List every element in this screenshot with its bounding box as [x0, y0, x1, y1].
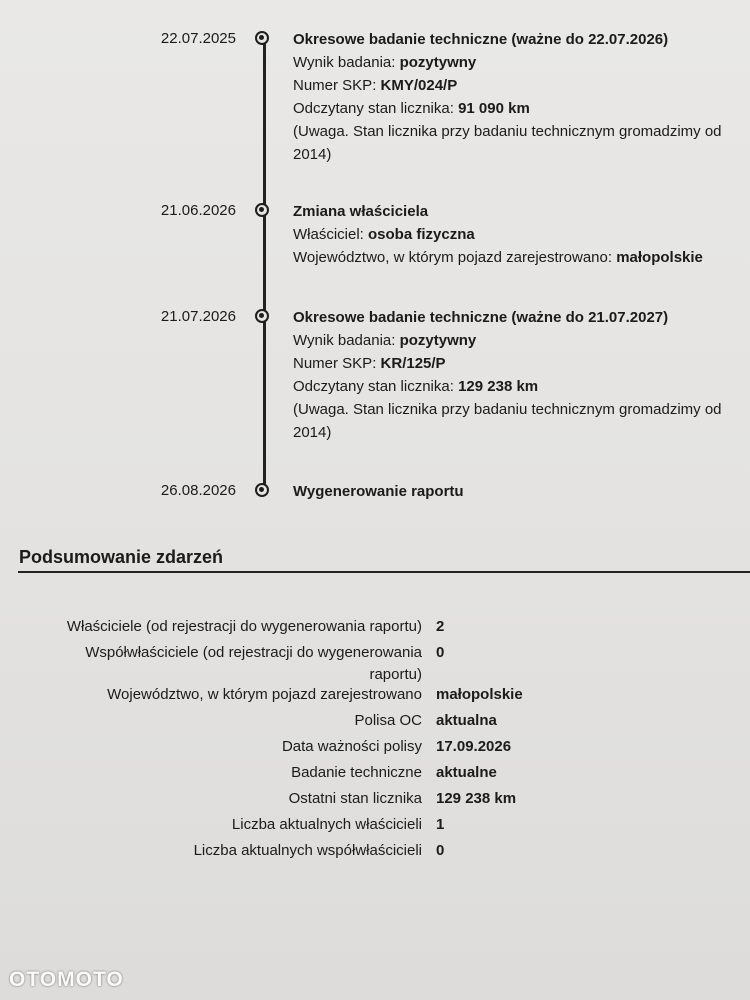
event-details — [293, 200, 750, 269]
event-line-label: Numer SKP: — [293, 355, 381, 372]
summary-label: Województwo, w którym pojazd zarejestrowano — [107, 686, 422, 703]
event-line-label: Wynik badania: — [293, 54, 400, 71]
event-line-label: Właściciel: — [293, 226, 369, 243]
summary-value: 2 — [436, 618, 445, 635]
summary-value: 0 — [436, 644, 445, 661]
event-line-label: Odczytany stan licznika: — [293, 378, 459, 395]
event-line-value: małopolskie — [616, 249, 703, 266]
event-title: Zmiana właściciela — [293, 203, 429, 220]
summary-label: Współwłaściciele (od rejestracji do wygenerowania raportu) — [85, 644, 422, 683]
timeline-dot-icon — [255, 309, 269, 323]
event-date: 21.06.2026 — [160, 202, 236, 219]
summary-label: Liczba aktualnych współwłaścicieli — [193, 842, 422, 859]
event-line-value: KMY/024/P — [380, 77, 458, 94]
summary-value: 0 — [436, 842, 445, 859]
event-line-value: osoba fizyczna — [368, 226, 475, 243]
summary-row — [0, 616, 750, 642]
event-line-label: Numer SKP: — [293, 77, 381, 94]
timeline-line — [263, 38, 266, 493]
event-line-value: pozytywny — [399, 54, 477, 71]
event-details — [293, 480, 750, 503]
timeline-dot-icon — [255, 203, 269, 217]
event-date: 21.07.2026 — [160, 308, 236, 325]
event-line — [293, 375, 750, 398]
event-line — [293, 97, 750, 120]
event-title: Okresowe badanie techniczne (ważne do 21.07.2027) — [293, 309, 669, 326]
summary-row — [0, 762, 750, 788]
event-line-label: Odczytany stan licznika: — [293, 100, 459, 117]
summary-table — [0, 616, 750, 866]
summary-row — [0, 840, 750, 866]
otomoto-watermark-logo: OTOMOTO — [9, 968, 124, 991]
summary-row — [0, 642, 750, 684]
summary-label: Badanie techniczne — [291, 764, 422, 781]
event-details — [293, 306, 750, 444]
event-line — [293, 223, 750, 246]
summary-value: 129 238 km — [436, 790, 517, 807]
event-details — [293, 28, 750, 166]
summary-row — [0, 814, 750, 840]
event-title: Okresowe badanie techniczne (ważne do 22.07.2026) — [293, 31, 669, 48]
summary-row — [0, 736, 750, 762]
summary-row — [0, 788, 750, 814]
event-line-label: Wynik badania: — [293, 332, 400, 349]
summary-heading: Podsumowanie zdarzeń — [19, 547, 224, 567]
summary-row — [0, 684, 750, 710]
event-line-value: 91 090 km — [458, 100, 530, 117]
section-divider — [18, 571, 750, 573]
event-line — [293, 74, 750, 97]
summary-value: 1 — [436, 816, 445, 833]
summary-label: Ostatni stan licznika — [288, 790, 422, 807]
timeline-dot-icon — [255, 31, 269, 45]
summary-label: Liczba aktualnych właścicieli — [231, 816, 422, 833]
summary-value: 17.09.2026 — [436, 738, 512, 755]
summary-label: Polisa OC — [354, 712, 422, 729]
event-date: 26.08.2026 — [160, 482, 236, 499]
summary-value: aktualne — [436, 764, 497, 781]
event-line — [293, 329, 750, 352]
event-line-value: KR/125/P — [380, 355, 446, 372]
event-line-value: pozytywny — [399, 332, 477, 349]
event-line-value: 129 238 km — [458, 378, 539, 395]
summary-row — [0, 710, 750, 736]
event-title: Wygenerowanie raportu — [293, 483, 464, 500]
summary-label: Data ważności polisy — [281, 738, 422, 755]
event-date: 22.07.2025 — [160, 30, 236, 47]
summary-value: małopolskie — [436, 686, 523, 703]
event-line — [293, 352, 750, 375]
event-note: (Uwaga. Stan licznika przy badaniu technicznym gromadzimy od 2014) — [293, 123, 722, 163]
event-note: (Uwaga. Stan licznika przy badaniu technicznym gromadzimy od 2014) — [293, 401, 722, 441]
event-line — [293, 246, 750, 269]
summary-value: aktualna — [436, 712, 497, 729]
event-line — [293, 51, 750, 74]
timeline-dot-icon — [255, 483, 269, 497]
summary-label: Właściciele (od rejestracji do wygenerowania raportu) — [66, 618, 422, 635]
event-line-label: Województwo, w którym pojazd zarejestrowano: — [293, 249, 617, 266]
